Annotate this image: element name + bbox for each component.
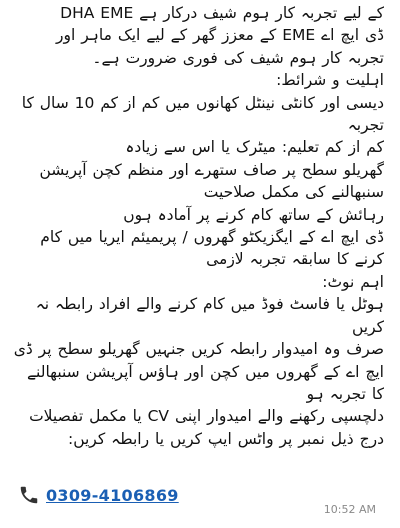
- message-line: ایچ اے کے گھروں میں کچن اور ہاؤس آپریشن سنبھالنے: [26, 362, 384, 381]
- message-line: تجربہ کار ہوم شیف کی فوری ضرورت ہے۔: [92, 48, 384, 67]
- message-line: کم از کم تعلیم: میٹرک یا اس سے زیادہ: [125, 138, 384, 157]
- message-line: گھریلو سطح پر صاف ستھرے اور منظم کچن آپریشن: [39, 160, 384, 179]
- message-line: ہوٹل یا فاسٹ فوڈ میں کام کرنے والے افراد رابطہ نہ: [35, 295, 384, 314]
- message-line: صرف وہ امیدوار رابطہ کریں جنہیں گھریلو سطح پر ڈی: [14, 340, 384, 359]
- phone-icon: [18, 484, 40, 506]
- message-line: کریں: [351, 317, 384, 336]
- message-line: دیسی اور کانٹی نینٹل کھانوں میں کم از کم 10 سال کا: [21, 93, 384, 112]
- message-line: کے لیے تجربہ کار ہوم شیف درکار ہے DHA EME: [60, 4, 384, 22]
- message-line: درج ذیل نمبر پر واٹس ایپ کریں یا رابطہ کریں:: [67, 429, 384, 448]
- message-line: دلچسپی رکھنے والے امیدوار اپنی CV یا مکمل تفصیلات: [29, 407, 384, 426]
- message-line: ڈی ایچ اے کے ایگزیکٹو گھروں / پریمیئم ایریا میں کام: [40, 228, 384, 247]
- message-line: سنبھالنے کی مکمل صلاحیت: [203, 183, 384, 202]
- message-line: اہم نوٹ:: [322, 272, 384, 291]
- message-line: ڈی ایچ اے EME کے معزز گھر کے لیے ایک ماہر اور: [56, 26, 384, 45]
- message-line: کا تجربہ ہو: [306, 384, 384, 403]
- message-line: اہلیت و شرائط:: [276, 71, 384, 90]
- message-line: کرنے کا سابقہ تجربہ لازمی: [206, 250, 384, 269]
- phone-row[interactable]: [18, 484, 179, 506]
- message-line: رہائش کے ساتھ کام کرنے پر آمادہ ہوں: [123, 205, 384, 224]
- message-text: [14, 2, 384, 450]
- phone-number-link[interactable]: 0309-4106869: [46, 485, 179, 505]
- message-bubble: [14, 2, 384, 522]
- message-timestamp: 10:52 AM: [323, 503, 376, 516]
- message-line: تجربہ: [347, 116, 384, 135]
